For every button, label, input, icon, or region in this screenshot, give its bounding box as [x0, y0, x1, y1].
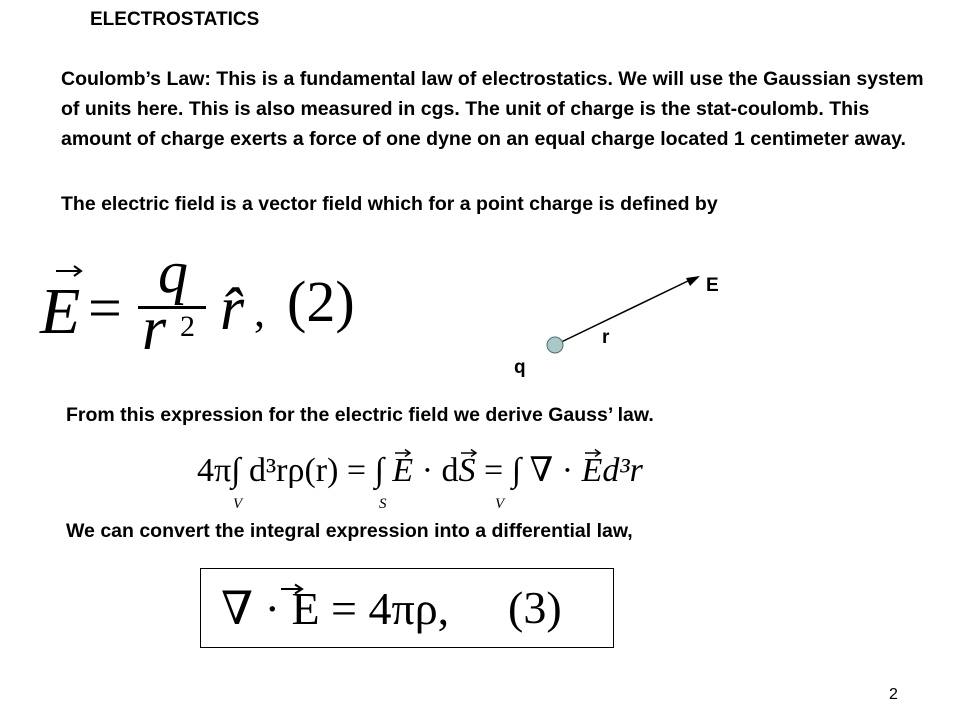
- vector-arrow-icon: [460, 448, 478, 458]
- eq3-lhs: ∇ · E = 4πρ,: [221, 583, 450, 634]
- gauss-law-text: From this expression for the electric field we derive Gauss’ law.: [66, 404, 654, 426]
- eq2-numerator: q: [158, 239, 188, 305]
- charge-label: q: [514, 357, 526, 378]
- gauss-dot1: · d: [413, 452, 459, 489]
- vector-label: r: [602, 327, 610, 348]
- equation-3-box: [200, 568, 614, 648]
- vector-arrow-icon: [279, 583, 305, 595]
- gauss-E2: E: [582, 452, 603, 489]
- divergence-equation: [201, 569, 615, 649]
- field-label: E: [706, 275, 719, 296]
- subscript-surface: S: [379, 496, 387, 512]
- gauss-E1: E: [392, 452, 413, 489]
- eq2-unit-vector: r̂: [220, 275, 245, 343]
- eq2-equals: =: [88, 275, 122, 341]
- subscript-volume-1: V: [233, 496, 243, 512]
- vector-arrow-icon: [584, 448, 602, 458]
- eq2-fraction: [138, 239, 208, 363]
- intro-paragraph: Coulomb’s Law: This is a fundamental law of electrostatics. We will use the Gaussian system of units here. This is also measured in cgs. The unit of charge is the stat-coulomb. This amount of charge exerts a force of one dyne on an equal charge located 1 centimeter away.: [61, 68, 924, 150]
- eq2-exponent: 2: [180, 310, 195, 343]
- subscript-volume-2: V: [495, 496, 505, 512]
- page-number: 2: [889, 686, 898, 703]
- gauss-S: S: [459, 452, 476, 489]
- point-charge-diagram: [500, 260, 760, 390]
- eq2-comma: ,: [254, 287, 265, 336]
- gauss-tail: d³r: [602, 452, 643, 489]
- slide-title: ELECTROSTATICS: [90, 9, 260, 30]
- field-definition-text: The electric field is a vector field which for a point charge is defined by: [61, 193, 718, 215]
- arrowhead-icon: [686, 276, 700, 286]
- eq2-E: E: [40, 275, 81, 348]
- radius-vector-line: [553, 280, 690, 346]
- vector-arrow-icon: [54, 264, 84, 278]
- equation-number-2: (2): [287, 269, 355, 334]
- differential-law-text: We can convert the integral expression into a differential law,: [66, 520, 633, 542]
- point-charge-icon: [547, 337, 563, 353]
- gauss-part2: = ∫ ∇ ·: [475, 452, 582, 489]
- eq2-denominator: r: [142, 295, 167, 363]
- equation-number-3: (3): [508, 582, 562, 633]
- gauss-part1: 4π∫ d³rρ(r) = ∫: [197, 452, 393, 489]
- gauss-law-equation: [197, 440, 643, 514]
- vector-arrow-icon: [394, 448, 412, 458]
